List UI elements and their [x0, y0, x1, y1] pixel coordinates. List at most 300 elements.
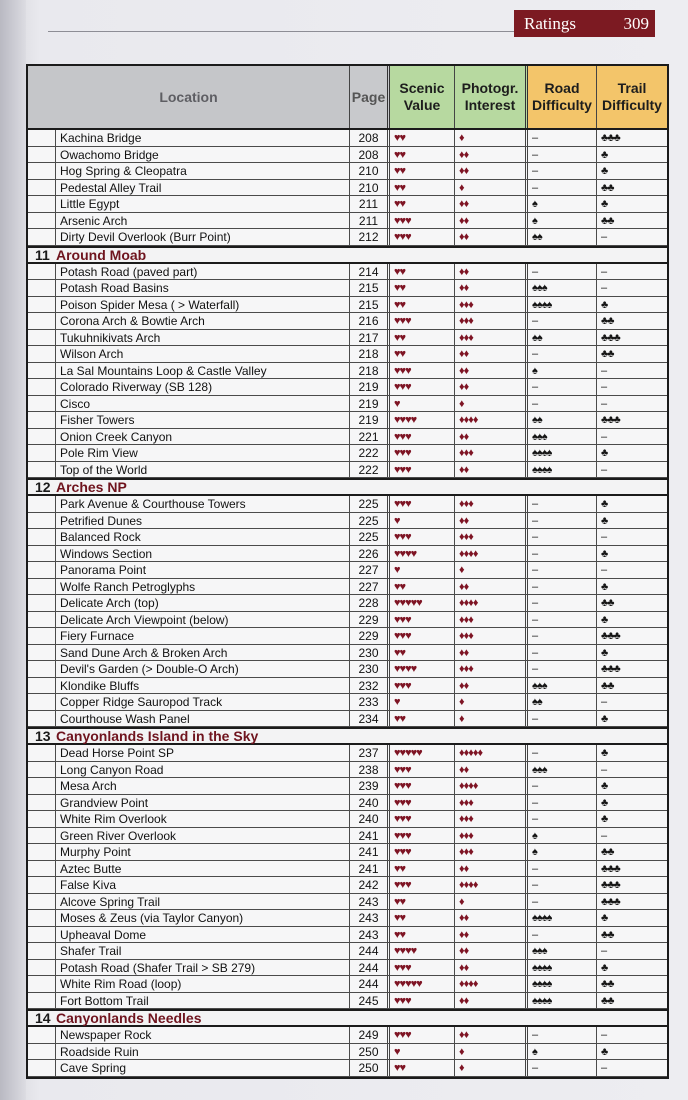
table-row	[28, 462, 667, 479]
scenic-rating-hearts: ♥	[390, 513, 455, 529]
location-cell: Tukuhnikivats Arch	[56, 330, 350, 346]
road-difficulty-spades: ♠♠♠♠	[528, 976, 597, 992]
road-difficulty-spades: ♠♠♠♠	[528, 910, 597, 926]
table-row	[28, 130, 667, 147]
row-indent	[28, 694, 56, 710]
row-indent	[28, 297, 56, 313]
road-difficulty-spades: ♠♠	[528, 694, 597, 710]
table-row	[28, 412, 667, 429]
road-difficulty-spades: –	[528, 1027, 597, 1043]
page-cell: 219	[350, 379, 390, 395]
table-row	[28, 894, 667, 911]
road-difficulty-spades: –	[528, 628, 597, 644]
trail-difficulty-clubs: ♣♣♣	[601, 663, 620, 675]
trail-difficulty-clubs: ♣♣	[601, 928, 614, 941]
scenic-rating-hearts: ♥♥	[390, 147, 455, 163]
scenic-rating-hearts: ♥♥♥	[390, 363, 455, 379]
scenic-rating-hearts: ♥♥♥	[390, 877, 455, 893]
scenic-rating-hearts: ♥♥♥	[390, 213, 455, 229]
location-cell: Little Egypt	[56, 196, 350, 212]
scenic-rating-hearts: ♥	[390, 396, 455, 412]
road-difficulty-spades: –	[528, 811, 597, 827]
road-difficulty-spades: ♠	[528, 844, 597, 860]
location-cell: Grandview Point	[56, 795, 350, 811]
row-indent	[28, 213, 56, 229]
page-cell: 241	[350, 828, 390, 844]
photo-rating-diamonds: ♦♦♦♦	[455, 595, 528, 611]
table-row	[28, 628, 667, 645]
table-row	[28, 513, 667, 530]
page-cell: 237	[350, 745, 390, 761]
table-row	[28, 711, 667, 728]
scenic-rating-hearts: ♥♥♥	[390, 229, 455, 245]
table-row	[28, 579, 667, 596]
photo-rating-diamonds: ♦♦♦	[455, 628, 528, 644]
photo-rating-diamonds: ♦♦♦	[455, 529, 528, 545]
location-cell: Mesa Arch	[56, 778, 350, 794]
road-difficulty-spades: –	[528, 130, 597, 146]
road-difficulty-spades: –	[528, 877, 597, 893]
ratings-table	[26, 64, 669, 1079]
row-indent	[28, 877, 56, 893]
table-row	[28, 213, 667, 230]
photo-rating-diamonds: ♦	[455, 130, 528, 146]
photo-rating-diamonds: ♦♦♦	[455, 330, 528, 346]
photo-rating-diamonds: ♦♦	[455, 861, 528, 877]
trail-difficulty-clubs: –	[601, 1062, 607, 1074]
photo-rating-diamonds: ♦♦	[455, 678, 528, 694]
location-cell: Roadside Ruin	[56, 1044, 350, 1060]
scenic-rating-hearts: ♥♥	[390, 346, 455, 362]
location-cell: Owachomo Bridge	[56, 147, 350, 163]
table-row	[28, 993, 667, 1010]
row-indent	[28, 795, 56, 811]
road-difficulty-spades: ♠	[528, 828, 597, 844]
photo-rating-diamonds: ♦♦	[455, 1027, 528, 1043]
photo-rating-diamonds: ♦♦♦	[455, 313, 528, 329]
row-indent	[28, 462, 56, 478]
table-row	[28, 264, 667, 281]
row-indent	[28, 1044, 56, 1060]
photo-rating-diamonds: ♦♦	[455, 960, 528, 976]
trail-difficulty-clubs: ♣♣♣	[601, 879, 620, 891]
table-row	[28, 429, 667, 446]
location-cell: Cave Spring	[56, 1060, 350, 1076]
scenic-rating-hearts: ♥♥♥	[390, 496, 455, 512]
table-row	[28, 861, 667, 878]
page-cell: 245	[350, 993, 390, 1009]
page-cell: 239	[350, 778, 390, 794]
road-difficulty-spades: –	[528, 562, 597, 578]
table-row	[28, 396, 667, 413]
scenic-rating-hearts: ♥	[390, 694, 455, 710]
table-row	[28, 694, 667, 711]
row-indent	[28, 280, 56, 296]
road-difficulty-spades: –	[528, 147, 597, 163]
table-row	[28, 229, 667, 246]
trail-difficulty-clubs: ♣♣	[601, 846, 614, 858]
scenic-rating-hearts: ♥♥♥♥♥	[390, 595, 455, 611]
trail-difficulty-clubs: –	[601, 531, 607, 543]
location-cell: Courthouse Wash Panel	[56, 711, 350, 727]
scenic-rating-hearts: ♥♥♥	[390, 529, 455, 545]
page-cell: 238	[350, 762, 390, 778]
trail-difficulty-clubs: ♣	[601, 298, 608, 311]
photo-rating-diamonds: ♦♦♦♦♦	[455, 745, 528, 761]
page-cell: 243	[350, 910, 390, 926]
table-row	[28, 645, 667, 662]
trail-difficulty-clubs: ♣	[601, 747, 608, 759]
section-title: Around Moab	[56, 246, 147, 263]
location-cell: Panorama Point	[56, 562, 350, 578]
trail-difficulty-clubs: –	[601, 282, 607, 294]
page-cell: 215	[350, 297, 390, 313]
trail-difficulty-clubs: ♣	[601, 580, 608, 593]
photo-rating-diamonds: ♦♦	[455, 280, 528, 296]
trail-difficulty-clubs: –	[601, 231, 607, 243]
road-difficulty-spades: ♠♠♠♠	[528, 445, 597, 461]
photo-rating-diamonds: ♦♦	[455, 762, 528, 778]
row-indent	[28, 513, 56, 529]
scenic-rating-hearts: ♥♥♥♥	[390, 546, 455, 562]
page-cell: 232	[350, 678, 390, 694]
location-cell: Petrified Dunes	[56, 513, 350, 529]
table-row	[28, 147, 667, 164]
page-cell: 208	[350, 147, 390, 163]
road-difficulty-spades: –	[528, 927, 597, 943]
road-difficulty-spades: –	[528, 894, 597, 910]
scenic-rating-hearts: ♥♥	[390, 163, 455, 179]
row-indent	[28, 579, 56, 595]
photo-rating-diamonds: ♦♦♦♦	[455, 877, 528, 893]
photo-rating-diamonds: ♦	[455, 711, 528, 727]
scenic-rating-hearts: ♥♥♥♥♥	[390, 745, 455, 761]
road-difficulty-spades: –	[528, 861, 597, 877]
road-difficulty-spades: –	[528, 163, 597, 179]
scenic-rating-hearts: ♥♥♥♥♥	[390, 976, 455, 992]
page-cell: 243	[350, 894, 390, 910]
trail-difficulty-clubs: ♣	[601, 498, 608, 510]
location-cell: Fisher Towers	[56, 412, 350, 428]
road-difficulty-spades: –	[528, 264, 597, 280]
location-cell: Top of the World	[56, 462, 350, 478]
page-cell: 219	[350, 396, 390, 412]
table-body	[28, 130, 667, 1077]
table-row	[28, 180, 667, 197]
location-cell: Windows Section	[56, 546, 350, 562]
trail-difficulty-clubs: ♣	[601, 198, 608, 210]
location-cell: Arsenic Arch	[56, 213, 350, 229]
trail-difficulty-clubs: –	[601, 763, 607, 776]
location-cell: Green River Overlook	[56, 828, 350, 844]
table-row	[28, 330, 667, 347]
road-difficulty-spades: ♠♠♠♠	[528, 297, 597, 313]
section-title: Canyonlands Island in the Sky	[56, 728, 259, 744]
row-indent	[28, 595, 56, 611]
photo-rating-diamonds: ♦♦	[455, 346, 528, 362]
scenic-rating-hearts: ♥♥	[390, 861, 455, 877]
page-cell: 211	[350, 213, 390, 229]
location-cell: Corona Arch & Bowtie Arch	[56, 313, 350, 329]
trail-difficulty-clubs: ♣	[601, 514, 608, 527]
photo-rating-diamonds: ♦	[455, 1060, 528, 1076]
location-cell: Colorado Riverway (SB 128)	[56, 379, 350, 395]
table-row	[28, 163, 667, 180]
trail-difficulty-clubs: ♣♣	[601, 597, 614, 609]
row-indent	[28, 363, 56, 379]
photo-rating-diamonds: ♦	[455, 562, 528, 578]
road-difficulty-spades: ♠♠♠	[528, 429, 597, 445]
photo-rating-diamonds: ♦♦	[455, 513, 528, 529]
photo-rating-diamonds: ♦♦♦	[455, 828, 528, 844]
trail-difficulty-clubs: ♣♣	[601, 315, 614, 327]
road-difficulty-spades: –	[528, 496, 597, 512]
page-cell: 241	[350, 861, 390, 877]
road-difficulty-spades: –	[528, 778, 597, 794]
header-title: Ratings	[524, 13, 576, 33]
road-difficulty-spades: –	[528, 795, 597, 811]
row-indent	[28, 976, 56, 992]
photo-rating-diamonds: ♦♦	[455, 363, 528, 379]
page-cell: 244	[350, 976, 390, 992]
location-cell: Aztec Butte	[56, 861, 350, 877]
trail-difficulty-clubs: ♣	[601, 796, 608, 809]
road-difficulty-spades: –	[528, 529, 597, 545]
photo-rating-diamonds: ♦♦♦	[455, 795, 528, 811]
row-indent	[28, 612, 56, 628]
page-cell: 215	[350, 280, 390, 296]
trail-difficulty-clubs: ♣♣	[601, 679, 614, 692]
page-cell: 244	[350, 960, 390, 976]
row-indent	[28, 993, 56, 1009]
table-row	[28, 745, 667, 762]
trail-difficulty-clubs: –	[601, 829, 607, 842]
road-difficulty-spades: –	[528, 1060, 597, 1076]
photo-rating-diamonds: ♦♦	[455, 910, 528, 926]
scenic-rating-hearts: ♥♥♥	[390, 960, 455, 976]
location-cell: Klondike Bluffs	[56, 678, 350, 694]
road-difficulty-spades: ♠	[528, 213, 597, 229]
road-difficulty-spades: –	[528, 513, 597, 529]
row-indent	[28, 147, 56, 163]
column-header-road: Road Difficulty	[528, 66, 597, 128]
location-cell: Murphy Point	[56, 844, 350, 860]
road-difficulty-spades: –	[528, 711, 597, 727]
trail-difficulty-clubs: –	[601, 381, 607, 393]
scenic-rating-hearts: ♥♥♥	[390, 811, 455, 827]
trail-difficulty-clubs: –	[601, 463, 607, 476]
location-cell: Pole Rim View	[56, 445, 350, 461]
trail-difficulty-clubs: ♣	[601, 912, 608, 924]
table-row	[28, 877, 667, 894]
page-cell: 225	[350, 513, 390, 529]
page-cell: 225	[350, 529, 390, 545]
trail-difficulty-clubs: ♣♣	[601, 348, 614, 360]
table-row	[28, 313, 667, 330]
row-indent	[28, 861, 56, 877]
photo-rating-diamonds: ♦♦	[455, 163, 528, 179]
table-row	[28, 297, 667, 314]
trail-difficulty-clubs: –	[601, 364, 607, 377]
photo-rating-diamonds: ♦♦♦	[455, 445, 528, 461]
road-difficulty-spades: ♠♠♠♠	[528, 960, 597, 976]
header-rule	[48, 31, 518, 32]
trail-difficulty-clubs: –	[601, 696, 607, 708]
table-row	[28, 280, 667, 297]
page-cell: 225	[350, 496, 390, 512]
table-row	[28, 379, 667, 396]
page-cell: 221	[350, 429, 390, 445]
row-indent	[28, 927, 56, 943]
table-row	[28, 529, 667, 546]
table-row	[28, 346, 667, 363]
road-difficulty-spades: ♠♠	[528, 412, 597, 428]
photo-rating-diamonds: ♦♦	[455, 579, 528, 595]
page-cell: 250	[350, 1060, 390, 1076]
photo-rating-diamonds: ♦♦♦	[455, 612, 528, 628]
trail-difficulty-clubs: –	[601, 265, 607, 278]
scenic-rating-hearts: ♥♥	[390, 330, 455, 346]
table-row	[28, 778, 667, 795]
page-cell: 241	[350, 844, 390, 860]
scenic-rating-hearts: ♥♥♥	[390, 678, 455, 694]
row-indent	[28, 396, 56, 412]
road-difficulty-spades: –	[528, 745, 597, 761]
trail-difficulty-clubs: ♣	[601, 712, 608, 725]
trail-difficulty-clubs: ♣	[601, 447, 608, 459]
photo-rating-diamonds: ♦♦♦♦	[455, 976, 528, 992]
location-cell: Hog Spring & Cleopatra	[56, 163, 350, 179]
table-row	[28, 612, 667, 629]
table-row	[28, 363, 667, 380]
road-difficulty-spades: –	[528, 313, 597, 329]
row-indent	[28, 412, 56, 428]
scenic-rating-hearts: ♥♥	[390, 711, 455, 727]
photo-rating-diamonds: ♦♦	[455, 379, 528, 395]
scenic-rating-hearts: ♥♥	[390, 1060, 455, 1076]
location-cell: Upheaval Dome	[56, 927, 350, 943]
photo-rating-diamonds: ♦♦	[455, 213, 528, 229]
photo-rating-diamonds: ♦♦	[455, 264, 528, 280]
row-indent	[28, 313, 56, 329]
road-difficulty-spades: –	[528, 661, 597, 677]
row-indent	[28, 828, 56, 844]
scenic-rating-hearts: ♥♥	[390, 130, 455, 146]
table-row	[28, 562, 667, 579]
photo-rating-diamonds: ♦	[455, 694, 528, 710]
row-indent	[28, 678, 56, 694]
row-indent	[28, 330, 56, 346]
road-difficulty-spades: –	[528, 595, 597, 611]
section-header	[28, 1009, 667, 1027]
row-indent	[28, 163, 56, 179]
location-cell: Wilson Arch	[56, 346, 350, 362]
row-indent	[28, 264, 56, 280]
trail-difficulty-clubs: ♣♣♣	[601, 630, 620, 642]
photo-rating-diamonds: ♦	[455, 1044, 528, 1060]
photo-rating-diamonds: ♦	[455, 180, 528, 196]
trail-difficulty-clubs: ♣	[601, 613, 608, 626]
page-cell: 216	[350, 313, 390, 329]
table-row	[28, 661, 667, 678]
page-cell: 208	[350, 130, 390, 146]
scenic-rating-hearts: ♥♥♥♥	[390, 412, 455, 428]
page-cell: 218	[350, 363, 390, 379]
table-row	[28, 795, 667, 812]
location-cell: Cisco	[56, 396, 350, 412]
column-header-page: Page	[350, 66, 390, 128]
scenic-rating-hearts: ♥♥♥♥	[390, 943, 455, 959]
photo-rating-diamonds: ♦♦	[455, 147, 528, 163]
trail-difficulty-clubs: ♣	[601, 547, 608, 560]
photo-rating-diamonds: ♦♦♦	[455, 496, 528, 512]
row-indent	[28, 910, 56, 926]
row-indent	[28, 379, 56, 395]
row-indent	[28, 496, 56, 512]
location-cell: La Sal Mountains Loop & Castle Valley	[56, 363, 350, 379]
trail-difficulty-clubs: ♣	[601, 1045, 608, 1058]
location-cell: Delicate Arch Viewpoint (below)	[56, 612, 350, 628]
section-number: 14	[35, 1010, 51, 1026]
row-indent	[28, 778, 56, 794]
page-cell: 219	[350, 412, 390, 428]
row-indent	[28, 711, 56, 727]
page-cell: 227	[350, 562, 390, 578]
trail-difficulty-clubs: –	[601, 564, 607, 576]
table-row	[28, 943, 667, 960]
location-cell: Wolfe Ranch Petroglyphs	[56, 579, 350, 595]
column-header-location: Location	[28, 66, 350, 128]
location-cell: Fort Bottom Trail	[56, 993, 350, 1009]
page-cell: 240	[350, 795, 390, 811]
road-difficulty-spades: ♠	[528, 1044, 597, 1060]
scenic-rating-hearts: ♥♥♥	[390, 762, 455, 778]
scenic-rating-hearts: ♥♥♥	[390, 828, 455, 844]
row-indent	[28, 661, 56, 677]
table-row	[28, 976, 667, 993]
location-cell: Newspaper Rock	[56, 1027, 350, 1043]
trail-difficulty-clubs: ♣	[601, 165, 608, 177]
table-row	[28, 678, 667, 695]
location-cell: Kachina Bridge	[56, 130, 350, 146]
table-row	[28, 595, 667, 612]
location-cell: Potash Road (paved part)	[56, 264, 350, 280]
table-row	[28, 445, 667, 462]
location-cell: Copper Ridge Sauropod Track	[56, 694, 350, 710]
scenic-rating-hearts: ♥♥	[390, 280, 455, 296]
page-cell: 211	[350, 196, 390, 212]
section-number: 11	[35, 246, 50, 263]
trail-difficulty-clubs: ♣♣	[601, 214, 614, 227]
trail-difficulty-clubs: –	[601, 430, 607, 443]
page-cell: 244	[350, 943, 390, 959]
road-difficulty-spades: ♠	[528, 196, 597, 212]
photo-rating-diamonds: ♦♦	[455, 943, 528, 959]
page-cell: 229	[350, 612, 390, 628]
row-indent	[28, 628, 56, 644]
row-indent	[28, 943, 56, 959]
road-difficulty-spades: –	[528, 645, 597, 661]
photo-rating-diamonds: ♦	[455, 396, 528, 412]
scenic-rating-hearts: ♥♥	[390, 910, 455, 926]
column-header-trail: Trail Difficulty	[597, 66, 667, 128]
location-cell: White Rim Overlook	[56, 811, 350, 827]
photo-rating-diamonds: ♦♦	[455, 645, 528, 661]
table-row	[28, 546, 667, 563]
trail-difficulty-clubs: ♣♣♣	[601, 895, 620, 908]
table-row	[28, 828, 667, 845]
scenic-rating-hearts: ♥♥	[390, 180, 455, 196]
